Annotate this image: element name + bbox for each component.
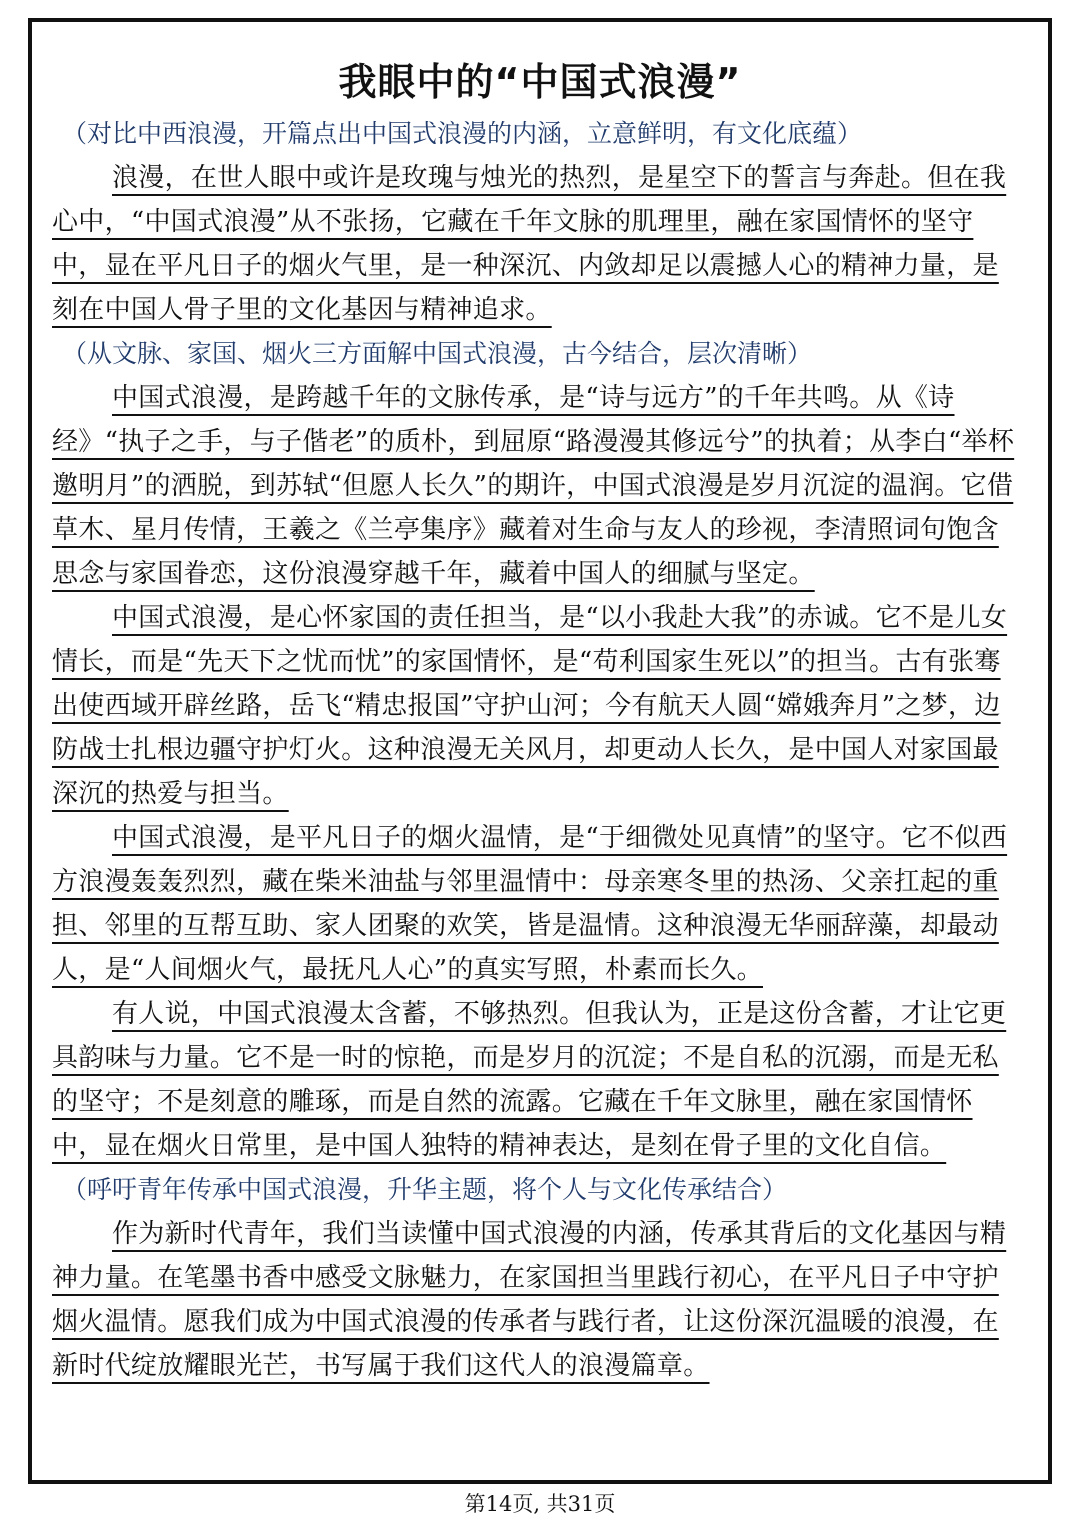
paragraph-text: 作为新时代青年，我们当读懂中国式浪漫的内涵，传承其背后的文化基因与精神力量。在笔墨书香中感受文脉魅力，在家国担当里践行初心，在平凡日子中守护烟火温情。愿我们成为中国式浪漫的传承者与践行者，让这份深沉温暖的浪漫，在新时代绽放耀眼光芒，书写属于我们这代人的浪漫篇章。 (52, 1219, 1007, 1381)
paragraph-text: 中国式浪漫，是平凡日子的烟火温情，是“于细微处见真情”的坚守。它不似西方浪漫轰轰烈烈，藏在柴米油盐与邻里温情中：母亲寒冬里的热汤、父亲扛起的重担、邻里的互帮互助、家人团聚的欢笑，皆是温情。这种浪漫无华丽辞藻，却最动人，是“人间烟火气，最抚凡人心”的真实写照，朴素而长久。 (52, 823, 1008, 985)
paragraph (52, 376, 1018, 596)
essay-body (52, 112, 1018, 1388)
annotation-note: （从文脉、家国、烟火三方面解中国式浪漫，古今结合，层次清晰） (62, 339, 813, 368)
page-title: 我眼中的“中国式浪漫” (338, 60, 742, 104)
page-number: 第14页, 共31页 (464, 1492, 616, 1516)
annotation-note: （对比中西浪漫，开篇点出中国式浪漫的内涵，立意鲜明，有文化底蕴） (62, 119, 863, 148)
paragraph (52, 1212, 1018, 1388)
paragraph-text: 浪漫，在世人眼中或许是玫瑰与烛光的热烈，是星空下的誓言与奔赴。但在我心中，“中国式浪漫”从不张扬，它藏在千年文脉的肌理里，融在家国情怀的坚守中，显在平凡日子的烟火气里，是一种深沉、内敛却足以震撼人心的精神力量，是刻在中国人骨子里的文化基因与精神追求。 (52, 163, 1007, 325)
annotation-note: （呼吁青年传承中国式浪漫，升华主题，将个人与文化传承结合） (62, 1175, 788, 1204)
paragraph (52, 596, 1018, 816)
paragraph (52, 992, 1018, 1168)
paragraph (52, 156, 1018, 332)
paragraph-text: 中国式浪漫，是心怀家国的责任担当，是“以小我赴大我”的赤诚。它不是儿女情长，而是“先天下之忧而忧”的家国情怀，是“苟利国家生死以”的担当。古有张骞出使西域开辟丝路，岳飞“精忠报国”守护山河；今有航天人圆“嫦娥奔月”之梦，边防战士扎根边疆守护灯火。这种浪漫无关风月，却更动人长久，是中国人对家国最深沉的热爱与担当。 (52, 603, 1008, 809)
paragraph-text: 中国式浪漫，是跨越千年的文脉传承，是“诗与远方”的千年共鸣。从《诗经》“执子之手，与子偕老”的质朴，到屈原“路漫漫其修远兮”的执着；从李白“举杯邀明月”的洒脱，到苏轼“但愿人长久”的期许，中国式浪漫是岁月沉淀的温润。它借草木、星月传情，王羲之《兰亭集序》藏着对生命与友人的珍视，李清照词句饱含思念与家国眷恋，这份浪漫穿越千年，藏着中国人的细腻与坚定。 (52, 383, 1015, 589)
paragraph (52, 816, 1018, 992)
paragraph-text: 有人说，中国式浪漫太含蓄，不够热烈。但我认为，正是这份含蓄，才让它更具韵味与力量。它不是一时的惊艳，而是岁月的沉淀；不是自私的沉溺，而是无私的坚守；不是刻意的雕琢，而是自然的流露。它藏在千年文脉里，融在家国情怀中，显在烟火日常里，是中国人独特的精神表达，是刻在骨子里的文化自信。 (52, 999, 1007, 1161)
